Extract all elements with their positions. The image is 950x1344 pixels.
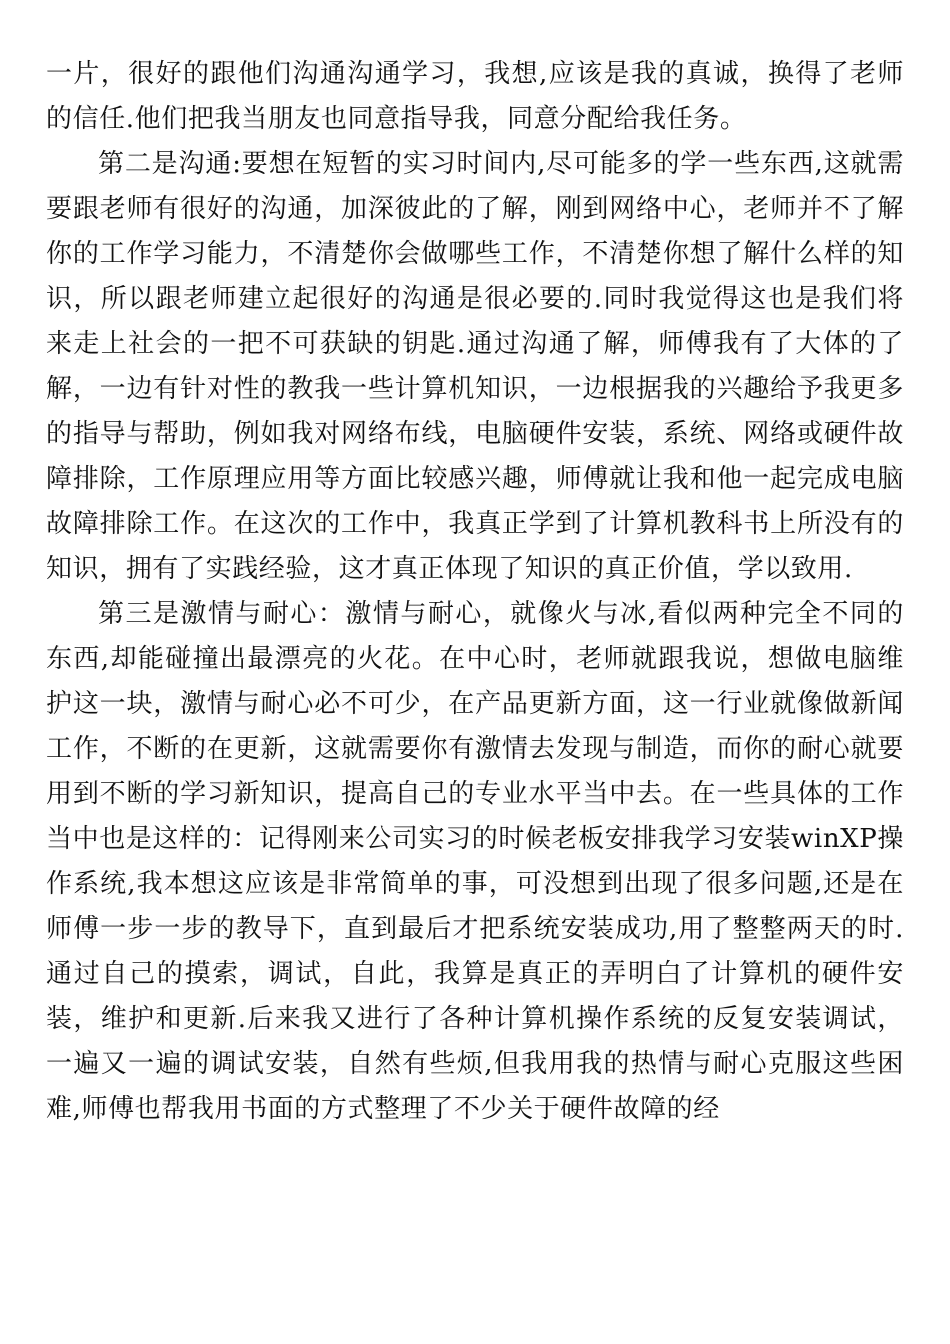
- document-page: [46, 52, 904, 1132]
- paragraph-intro-continued: 一片，很好的跟他们沟通沟通学习，我想,应该是我的真诚，换得了老师的信任.他们把我当朋友也同意指导我，同意分配给我任务。: [46, 59, 904, 134]
- paragraph-communication: 第二是沟通:要想在短暂的实习时间内,尽可能多的学一些东西,这就需要跟老师有很好的沟通，加深彼此的了解，刚到网络中心，老师并不了解你的工作学习能力，不清楚你会做哪些工作，不清楚你想了解什么样的知识，所以跟老师建立起很好的沟通是很必要的.同时我觉得这也是我们将来走上社会的一把不可获缺的钥匙.通过沟通了解，师傅我有了大体的了解，一边有针对性的教我一些计算机知识，一边根据我的兴趣给予我更多的指导与帮助，例如我对网络布线，电脑硬件安装，系统、网络或硬件故障排除，工作原理应用等方面比较感兴趣，师傅就让我和他一起完成电脑故障排除工作。在这次的工作中，我真正学到了计算机教科书上所没有的知识，拥有了实践经验，这才真正体现了知识的真正价值，学以致用.: [46, 149, 904, 584]
- paragraph-passion-patience: 第三是激情与耐心：激情与耐心，就像火与冰,看似两种完全不同的东西,却能碰撞出最漂亮的火花。在中心时，老师就跟我说，想做电脑维护这一块，激情与耐心必不可少，在产品更新方面，这一行业就像做新闻工作，不断的在更新，这就需要你有激情去发现与制造，而你的耐心就要用到不断的学习新知识，提高自己的专业水平当中去。在一些具体的工作当中也是这样的：记得刚来公司实习的时候老板安排我学习安装winXP操作系统,我本想这应该是非常简单的事，可没想到出现了很多问题,还是在师傅一步一步的教导下，直到最后才把系统安装成功,用了整整两天的时.通过自己的摸索，调试，自此，我算是真正的弄明白了计算机的硬件安装，维护和更新.后来我又进行了各种计算机操作系统的反复安装调试，一遍又一遍的调试安装，自然有些烦,但我用我的热情与耐心克服这些困难,师傅也帮我用书面的方式整理了不少关于硬件故障的经: [46, 599, 904, 1124]
